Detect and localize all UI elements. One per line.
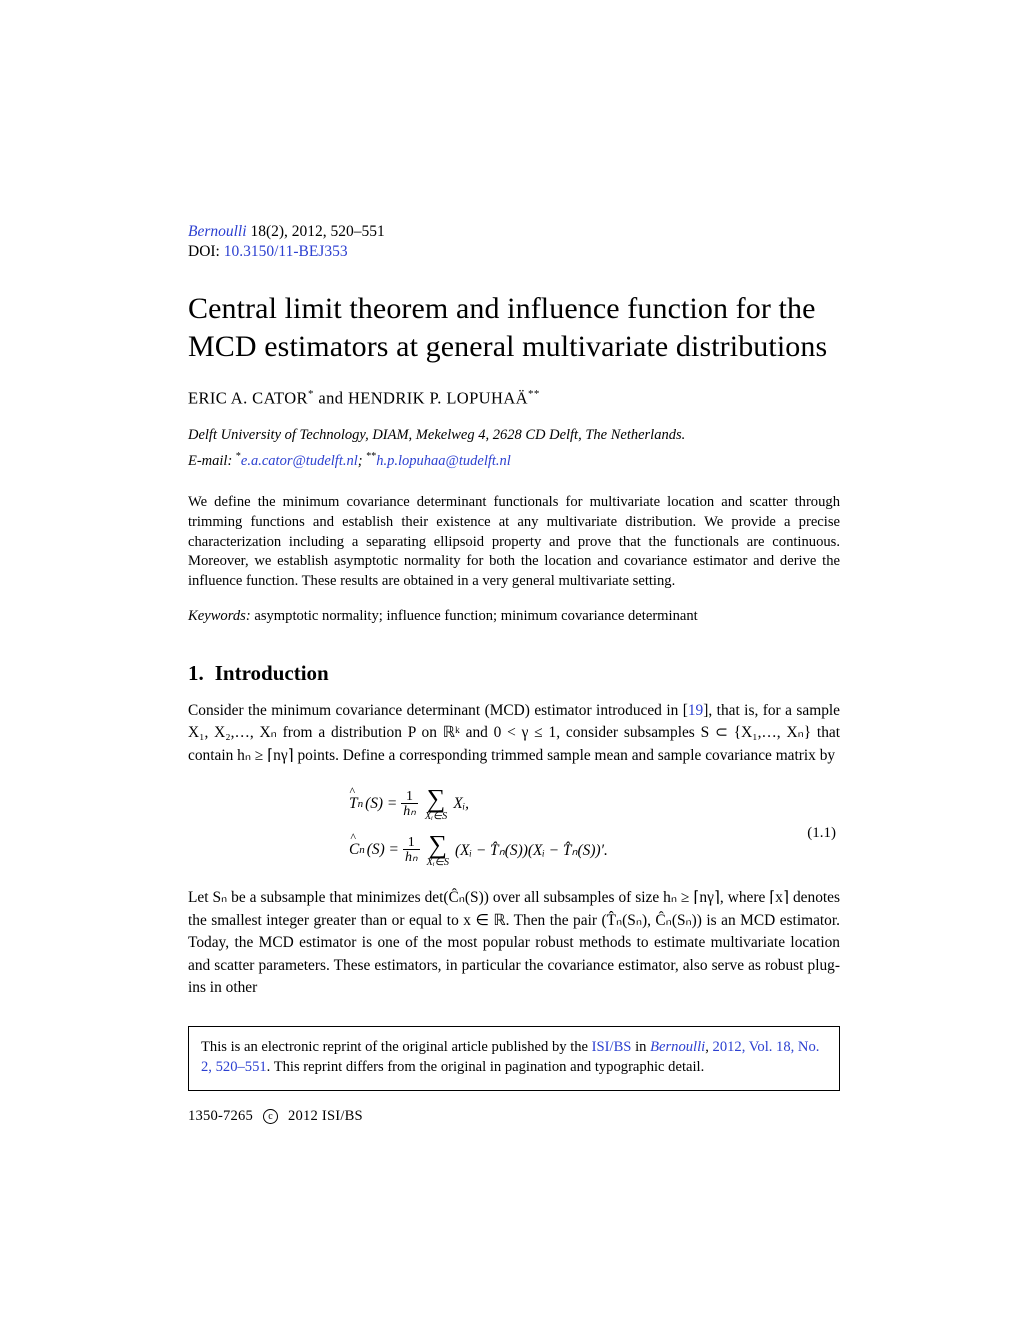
affiliation <box>188 425 840 472</box>
email-label: E-mail: <box>188 452 236 469</box>
page-footer <box>188 1108 840 1125</box>
summation-index-1: Xᵢ∈S <box>424 810 448 822</box>
copyright-icon: c <box>263 1109 278 1124</box>
copyright-holder: 2012 ISI/BS <box>288 1107 363 1124</box>
keywords <box>188 607 840 627</box>
reprint-text-1: This is an electronic reprint of the original article published by the <box>201 1038 592 1055</box>
section-heading <box>188 661 840 686</box>
sigma-icon: ∑ <box>426 783 446 813</box>
intro-paragraph-2: Let Sₙ be a subsample that minimizes det(Ĉₙ(S)) over all subsamples of size hₙ ≥ ⌈nγ⌉, where ⌈x⌉ denotes the smallest integer greater than or equal to x ∈ ℝ. Then the pair (T̂ₙ(Sₙ), Ĉₙ(Sₙ)) is an MCD estimator. Today, the MCD estimator is one of the most popular robust methods to estimate multivariate location and scatter parameters. These estimators, in particular the covariance estimator, also serve as robust plug-ins in other <box>188 889 840 997</box>
email-one-link[interactable]: e.a.cator@tudelft.nl <box>240 452 358 469</box>
citation-link-19[interactable]: 19 <box>687 701 704 719</box>
hat-accent-1: ^ <box>349 784 356 799</box>
reprint-text-3: , <box>705 1038 713 1055</box>
page-title: Central limit theorem and influence function for the MCD estimators at general multivariate distributions <box>188 292 828 363</box>
paper-page <box>188 0 840 1125</box>
affiliation-address: Delft University of Technology, DIAM, Mekelweg 4, 2628 CD Delft, The Netherlands. <box>188 426 686 443</box>
equation-line-2 <box>349 827 679 873</box>
equation-fraction-1 <box>401 790 418 819</box>
equation-line1-term: Xᵢ, <box>453 795 469 813</box>
email-two-marker: ** <box>366 450 377 462</box>
sigma-icon-2: ∑ <box>428 829 448 859</box>
email-separator: ; <box>357 452 367 469</box>
affiliation-emails <box>188 446 840 472</box>
summation-index-2: Xᵢ∈S <box>426 856 450 868</box>
journal-volume-pages: 18(2), 2012, 520–551 <box>246 223 385 240</box>
reprint-text-2: in <box>631 1038 651 1055</box>
equation-line1-lhs: T <box>349 795 358 813</box>
email-two-link[interactable]: h.p.lopuhaa@tudelft.nl <box>376 452 511 469</box>
fraction-numerator-2: 1 <box>407 834 415 850</box>
section-number: 1. <box>188 660 204 685</box>
equation-line-1 <box>349 781 679 827</box>
equation-line2-lhs: C <box>349 841 360 859</box>
intro-p1-part-a: Consider the minimum covariance determinant (MCD) estimator introduced in [ <box>188 701 688 719</box>
intro-p1-part-b: ], that is, for a sample X₁, X₂,…, Xₙ from a distribution P on ℝᵏ and 0 < γ ≤ 1, consider subsamples S ⊂ {X₁,…, Xₙ} that contain hₙ ≥ ⌈nγ⌉ points. Define a corresponding trimmed sample mean and sample covariance matrix by <box>188 701 840 764</box>
chat-symbol <box>349 830 360 859</box>
email-one-marker: * <box>235 450 241 462</box>
summation-2 <box>426 829 450 868</box>
keywords-label: Keywords: <box>188 608 251 625</box>
reprint-text-4: . This reprint differs from the original in pagination and typographic detail. <box>266 1059 705 1076</box>
section-title: Introduction <box>214 660 329 685</box>
author-one: ERIC A. CATOR <box>188 388 308 408</box>
volume-link[interactable]: 2012, Vol. 18, No. 2, 520–551 <box>201 1038 820 1076</box>
hat-accent-2: ^ <box>350 830 356 845</box>
doi-line <box>188 242 840 262</box>
bernoulli-link[interactable]: Bernoulli <box>650 1038 706 1055</box>
intro-paragraph-1 <box>188 700 840 768</box>
equation-line2-arg: (S) = <box>366 841 399 859</box>
author-two-marker: ** <box>527 388 540 400</box>
fraction-denominator-2: hₙ <box>404 849 418 865</box>
journal-reference <box>188 222 840 242</box>
equation-line1-sub: n <box>357 798 364 811</box>
journal-name-link[interactable]: Bernoulli <box>188 223 247 240</box>
equation-line1-arg: (S) = <box>365 795 398 813</box>
summation-1 <box>424 783 448 822</box>
fraction-numerator-1: 1 <box>406 788 414 804</box>
equation-line2-term: (Xᵢ − T̂ₙ(S))(Xᵢ − T̂ₙ(S))′. <box>455 841 608 859</box>
equation-line2-sub: n <box>359 844 365 857</box>
that-symbol <box>349 784 358 813</box>
equation-number: (1.1) <box>807 825 836 842</box>
author-two: and HENDRIK P. LOPUHAÄ <box>313 388 528 408</box>
doi-link[interactable]: 10.3150/11-BEJ353 <box>223 243 348 260</box>
issn: 1350-7265 <box>188 1107 254 1124</box>
equation-fraction-2 <box>403 836 420 865</box>
isibs-link[interactable]: ISI/BS <box>591 1038 632 1055</box>
authors <box>188 388 840 409</box>
reprint-notice <box>188 1026 840 1091</box>
keywords-value: asymptotic normality; influence function; minimum covariance determinant <box>250 608 698 625</box>
doi-label: DOI: <box>188 243 224 260</box>
fraction-denominator-1: hₙ <box>403 803 416 819</box>
author-one-marker: * <box>307 388 314 400</box>
abstract: We define the minimum covariance determinant functionals for multivariate location and scatter through trimming functions and establish their existence at any multivariate distribution. We provide a precise characterization including a separating ellipsoid property and prove that the functionals are continuous. Moreover, we establish asymptotic normality for both the location and covariance estimator and derive the influence function. These results are obtained in a very general multivariate setting. <box>188 494 840 589</box>
equation-block <box>188 781 840 873</box>
